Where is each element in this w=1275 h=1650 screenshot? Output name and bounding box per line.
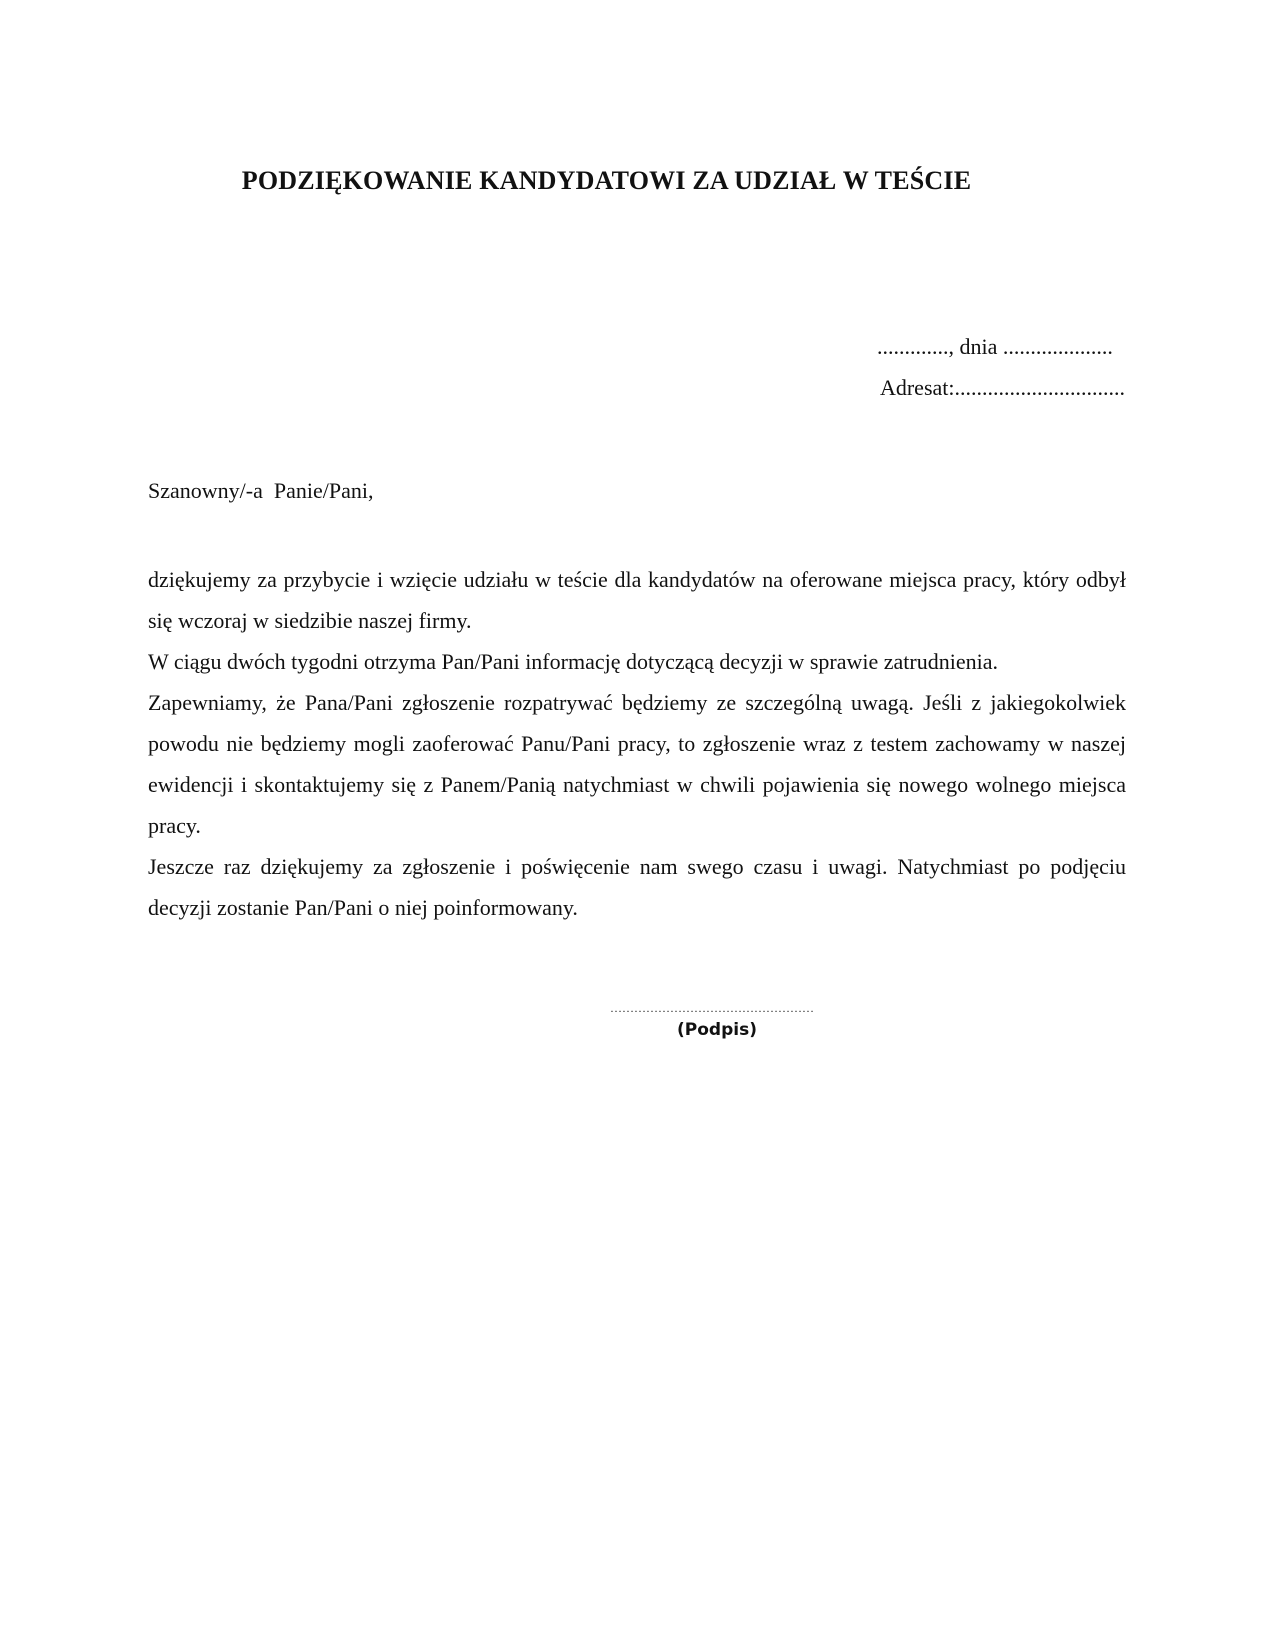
place-date-addressee-block bbox=[877, 326, 1125, 408]
signature-line: …………………………………………… bbox=[610, 1001, 814, 1015]
body-paragraph-decision-timeline: W ciągu dwóch tygodni otrzyma Pan/Pani informację dotyczącą decyzji w sprawie zatrudnienia. bbox=[148, 649, 998, 674]
signature-block bbox=[595, 1000, 829, 1042]
body-paragraph-thanks: dziękujemy za przybycie i wzięcie udziału w teście dla kandydatów na oferowane miejsca pracy, który odbył się wczoraj w siedzibie naszej firmy. bbox=[148, 567, 1126, 633]
letter-body bbox=[148, 559, 1126, 928]
salutation: Szanowny/-a Panie/Pani, bbox=[148, 478, 374, 503]
body-paragraph-assurance: Zapewniamy, że Pana/Pani zgłoszenie rozpatrywać będziemy ze szczególną uwagą. Jeśli z jakiegokolwiek powodu nie będziemy mogli zaoferować Panu/Pani pracy, to zgłoszenie wraz z testem zachowamy w naszej ewidencji i skontaktujemy się z Panem/Panią natychmiast w chwili pojawienia się nowego wolnego miejsca pracy. bbox=[148, 690, 1126, 838]
body-paragraph-closing: Jeszcze raz dziękujemy za zgłoszenie i poświęcenie nam swego czasu i uwagi. Natychmiast po podjęciu decyzji zostanie Pan/Pani o niej poinformowany. bbox=[148, 854, 1126, 920]
addressee-line: Adresat:............................... bbox=[879, 375, 1125, 400]
signature-label: (Podpis) bbox=[677, 1020, 757, 1040]
document-title: PODZIĘKOWANIE KANDYDATOWI ZA UDZIAŁ W TEŚCIE bbox=[241, 166, 972, 195]
place-date-line: ............., dnia .................... bbox=[876, 334, 1113, 359]
